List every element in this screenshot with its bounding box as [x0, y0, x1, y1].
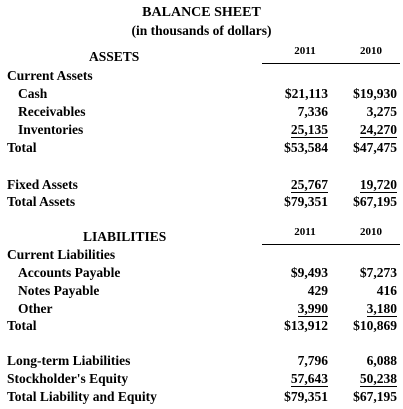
notes-payable-label: Notes Payable	[18, 283, 100, 298]
current-assets-total-label: Total	[7, 140, 37, 155]
total-liability-equity-2010: $67,195	[353, 389, 397, 404]
other-label: Other	[18, 301, 53, 316]
stockholders-equity-2010: 50,238	[359, 371, 397, 386]
liabilities-year-2011: 2011	[294, 226, 316, 238]
current-liabilities-total-2010: $10,869	[353, 318, 397, 333]
total-assets-2010: $67,195	[353, 194, 397, 209]
assets-heading: ASSETS	[89, 49, 140, 64]
accounts-payable-2011: $9,493	[290, 265, 328, 280]
liabilities-year-2010: 2010	[360, 226, 382, 238]
page-subtitle: (in thousands of dollars)	[131, 23, 272, 38]
current-liabilities-total-label: Total	[7, 318, 37, 333]
cash-label: Cash	[18, 86, 48, 101]
stockholders-equity-label: Stockholder's Equity	[7, 371, 129, 386]
receivables-2010: 3,275	[366, 104, 397, 119]
stockholders-equity-2011: 57,643	[290, 371, 328, 386]
current-assets-total-2010: $47,475	[353, 140, 397, 155]
total-liability-equity-2011: $79,351	[284, 389, 328, 404]
notes-payable-2011: 429	[307, 283, 328, 298]
assets-year-rule	[262, 63, 400, 64]
fixed-assets-2010: 19,720	[359, 177, 397, 192]
assets-year-2010: 2010	[360, 45, 382, 57]
assets-year-2011: 2011	[294, 45, 316, 57]
accounts-payable-label: Accounts Payable	[18, 265, 121, 280]
notes-payable-2010: 416	[376, 283, 397, 298]
total-assets-label: Total Assets	[7, 194, 76, 209]
current-assets-label: Current Assets	[7, 68, 93, 83]
page-title: BALANCE SHEET	[142, 5, 261, 20]
current-assets-total-2011: $53,584	[284, 140, 328, 155]
liabilities-heading: LIABILITIES	[83, 229, 167, 244]
current-liabilities-total-2011: $13,912	[284, 318, 328, 333]
inventories-label: Inventories	[18, 122, 84, 137]
cash-2010: $19,930	[353, 86, 397, 101]
other-2010: 3,180	[366, 301, 397, 316]
long-term-liabilities-2010: 6,088	[366, 353, 397, 368]
receivables-2011: 7,336	[297, 104, 328, 119]
long-term-liabilities-2011: 7,796	[297, 353, 328, 368]
fixed-assets-2011: 25,767	[290, 177, 328, 192]
current-liabilities-label: Current Liabilities	[7, 247, 116, 262]
total-assets-2011: $79,351	[284, 194, 328, 209]
receivables-label: Receivables	[18, 104, 86, 119]
inventories-2011: 25,135	[290, 122, 328, 137]
total-liability-equity-label: Total Liability and Equity	[7, 389, 157, 404]
accounts-payable-2010: $7,273	[359, 265, 397, 280]
long-term-liabilities-label: Long-term Liabilities	[7, 353, 131, 368]
other-2011: 3,990	[297, 301, 328, 316]
fixed-assets-label: Fixed Assets	[7, 177, 78, 192]
inventories-2010: 24,270	[359, 122, 397, 137]
liabilities-year-rule	[262, 244, 400, 245]
cash-2011: $21,113	[284, 86, 328, 101]
